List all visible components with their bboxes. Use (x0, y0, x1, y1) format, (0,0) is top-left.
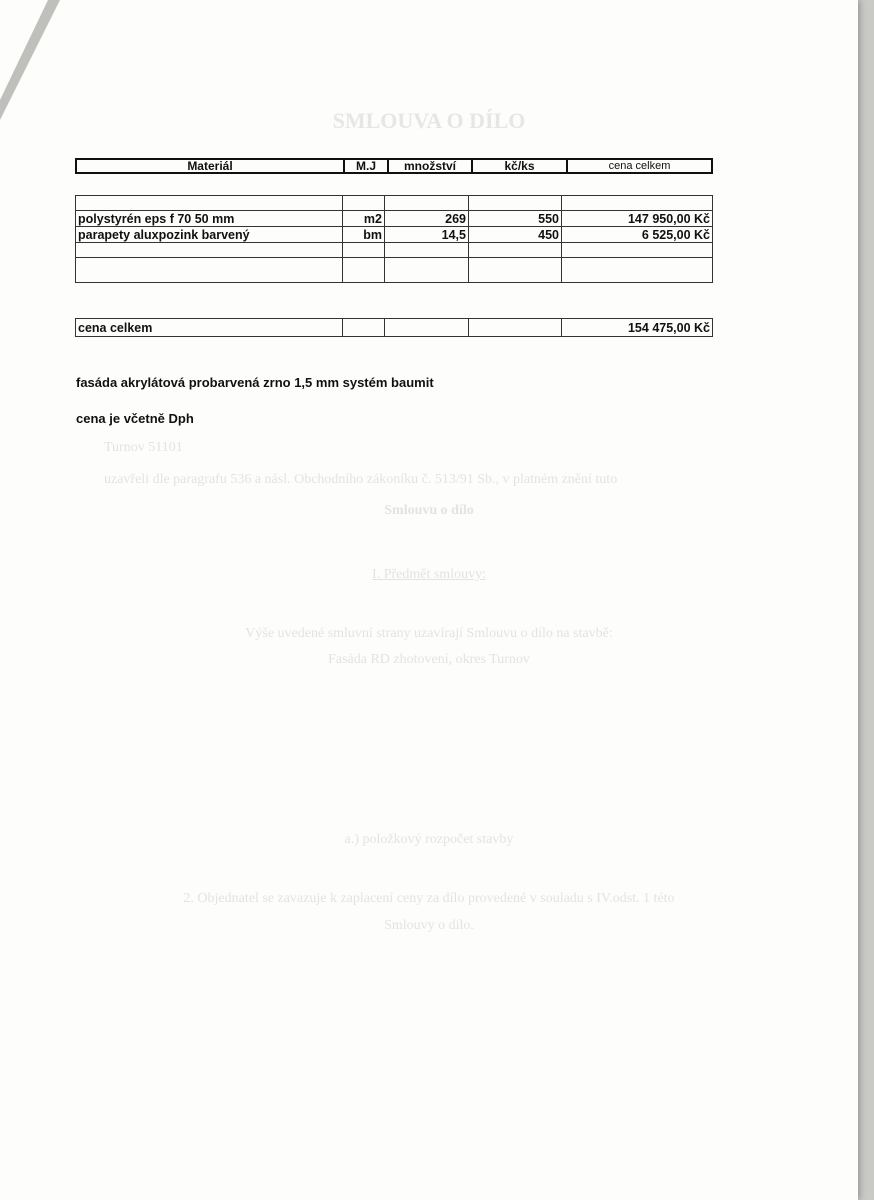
cell-material: parapety aluxpozink barvený (76, 227, 343, 243)
facade-note: fasáda akrylátová probarvená zrno 1,5 mm systém baumit (76, 375, 434, 390)
table-row (76, 243, 713, 258)
table-header (75, 158, 713, 174)
faint-text-line: Smlouvu o dílo (384, 503, 474, 518)
cell-unit: m2 (343, 211, 385, 227)
cell-quantity: 269 (385, 211, 469, 227)
header-total: cena celkem (608, 160, 671, 172)
faint-text-line: Fasáda RD zhotovení, okres Turnov (328, 652, 530, 667)
faint-text-line: Výše uvedené smluvní strany uzavírají Smlouvu o dílo na stavbě: (245, 626, 613, 641)
faint-text-line: I. Předmět smlouvy: (372, 567, 486, 582)
cell-price: 550 (469, 211, 562, 227)
cell-total: 147 950,00 Kč (562, 211, 713, 227)
cell-total: 6 525,00 Kč (562, 227, 713, 243)
faint-text-line: 2. Objednatel se zavazuje k zaplacení ceny za dílo provedené v souladu s IV.odst. 1 této (183, 891, 675, 906)
header-unit: M.J (345, 160, 389, 172)
sum-label: cena celkem (76, 319, 343, 337)
folded-corner (0, 0, 48, 100)
table-row (76, 258, 713, 283)
sum-total: 154 475,00 Kč (562, 319, 713, 337)
sum-table (75, 318, 713, 337)
cell-material: polystyrén eps f 70 50 mm (76, 211, 343, 227)
sum-row (76, 319, 713, 337)
table-row (76, 227, 713, 243)
header-quantity: množství (389, 160, 473, 172)
header-price: kč/ks (473, 160, 568, 172)
header-material: Materiál (77, 160, 345, 172)
table-row (76, 211, 713, 227)
faint-text-line: Turnov 51101 (104, 440, 183, 455)
cell-unit: bm (343, 227, 385, 243)
document-title: SMLOUVA O DÍLO (332, 108, 526, 133)
vat-note: cena je včetně Dph (76, 411, 194, 426)
items-table (75, 195, 713, 283)
faint-text-line: uzavřeli dle paragrafu 536 a násl. Obchodního zákoníku č. 513/91 Sb., v platném znění tuto (104, 472, 618, 487)
cell-quantity: 14,5 (385, 227, 469, 243)
cell-price: 450 (469, 227, 562, 243)
faint-text-line: Smlouvy o dílo. (384, 918, 474, 933)
table-row (76, 196, 713, 211)
faint-text-line: a.) položkový rozpočet stavby (344, 832, 514, 847)
